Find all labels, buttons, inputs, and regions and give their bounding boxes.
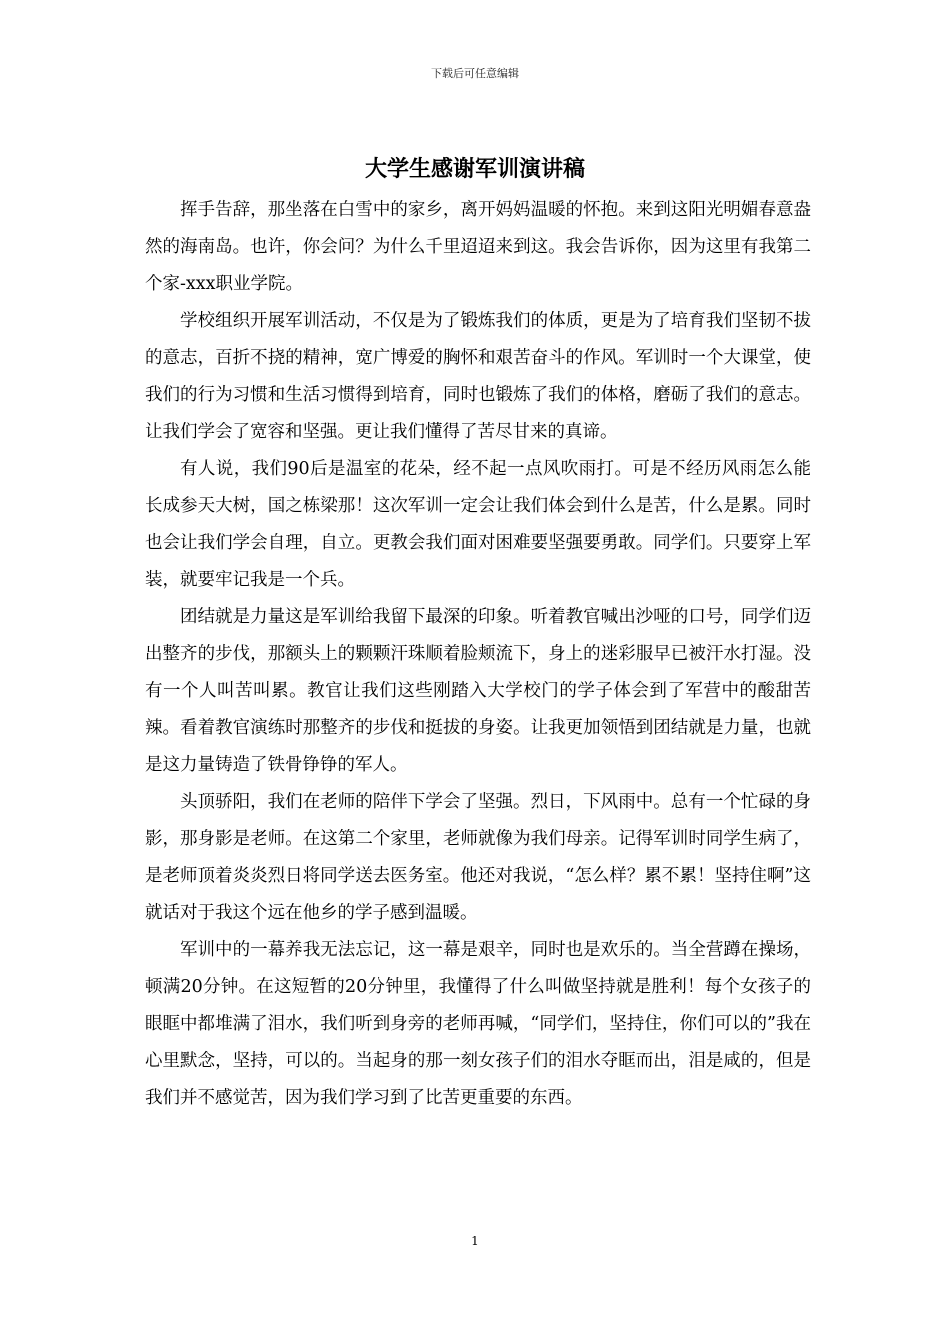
paragraph: 团结就是力量这是军训给我留下最深的印象。听着教官喊出沙哑的口号，同学们迈出整齐的步伐，那额头上的颗颗汗珠顺着脸颊流下，身上的迷彩服早已被汗水打湿。没有一个人叫苦叫累。教官让我们这些刚踏入大学校门的学子体会到了军营中的酸甜苦辣。看着教官演练时那整齐的步伐和挺拔的身姿。让我更加领悟到团结就是力量，也就是这力量铸造了铁骨铮铮的军人。 <box>145 607 811 775</box>
paragraph: 军训中的一幕养我无法忘记，这一幕是艰辛，同时也是欢乐的。当全营蹲在操场，顿满20分钟。在这短暂的20分钟里，我懂得了什么叫做坚持就是胜利！每个女孩子的眼眶中都堆满了泪水，我们听到身旁的老师再喊，“同学们，坚持住，你们可以的”我在心里默念，坚持，可以的。当起身的那一刻女孩子们的泪水夺眶而出，泪是咸的，但是我们并不感觉苦，因为我们学习到了比苦更重要的东西。 <box>145 940 811 1108</box>
document-body <box>145 192 811 1117</box>
paragraph: 有人说，我们90后是温室的花朵，经不起一点风吹雨打。可是不经历风雨怎么能长成参天大树，国之栋梁那！这次军训一定会让我们体会到什么是苦，什么是累。同时也会让我们学会自理，自立。更教会我们面对困难要坚强要勇敢。同学们。只要穿上军装，就要牢记我是一个兵。 <box>145 459 811 590</box>
page-number: 1 <box>471 1234 479 1248</box>
paragraph: 挥手告辞，那坐落在白雪中的家乡，离开妈妈温暖的怀抱。来到这阳光明媚春意盎然的海南岛。也许，你会问？为什么千里迢迢来到这。我会告诉你，因为这里有我第二个家-xxx职业学院。 <box>145 200 811 294</box>
paragraph: 头顶骄阳，我们在老师的陪伴下学会了坚强。烈日，下风雨中。总有一个忙碌的身影，那身影是老师。在这第二个家里，老师就像为我们母亲。记得军训时同学生病了，是老师顶着炎炎烈日将同学送去医务室。他还对我说，“怎么样？累不累！坚持住啊”这就话对于我这个远在他乡的学子感到温暖。 <box>145 792 811 923</box>
document-title: 大学生感谢军训演讲稿 <box>364 156 585 182</box>
paragraph: 学校组织开展军训活动，不仅是为了锻炼我们的体质，更是为了培育我们坚韧不拔的意志，百折不挠的精神，宽广博爱的胸怀和艰苦奋斗的作风。军训时一个大课堂，使我们的行为习惯和生活习惯得到培育，同时也锻炼了我们的体格，磨砺了我们的意志。让我们学会了宽容和坚强。更让我们懂得了苦尽甘来的真谛。 <box>145 311 811 442</box>
header-note: 下载后可任意编辑 <box>431 67 519 80</box>
